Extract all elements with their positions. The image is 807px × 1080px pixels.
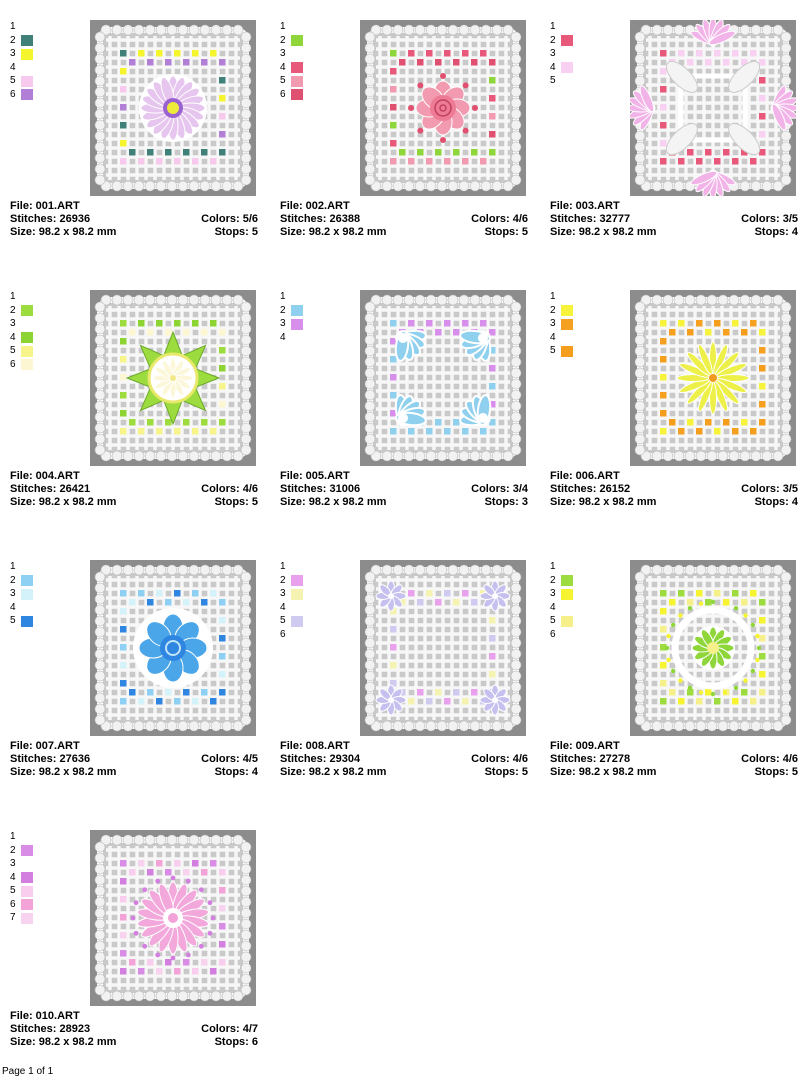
color-entry <box>280 574 350 588</box>
color-entry <box>10 20 80 34</box>
color-palette <box>280 20 350 101</box>
color-entry <box>280 601 350 615</box>
design-size: Size: 98.2 x 98.2 mm <box>10 766 117 778</box>
color-swatch <box>291 292 303 303</box>
color-palette <box>550 290 620 358</box>
design-preview-image <box>90 560 256 736</box>
color-entry <box>550 34 620 48</box>
color-count: Colors: 4/6 <box>471 753 528 765</box>
color-number: 1 <box>10 291 16 302</box>
stitch-count: Stitches: 27278 <box>550 753 631 765</box>
stop-count: Stops: 4 <box>214 766 258 778</box>
color-swatch <box>21 832 33 843</box>
color-entry <box>280 74 350 88</box>
color-swatch <box>21 62 33 73</box>
design-preview-image <box>90 20 256 196</box>
color-number: 4 <box>280 331 286 343</box>
file-name: File: 005.ART <box>280 470 350 482</box>
color-swatch <box>291 62 303 73</box>
design-card <box>6 290 256 520</box>
color-number: 5 <box>550 345 556 356</box>
color-swatch <box>21 872 33 883</box>
color-entry <box>550 587 620 601</box>
color-swatch <box>291 562 303 573</box>
color-entry <box>550 601 620 615</box>
color-swatch <box>21 49 33 60</box>
design-size: Size: 98.2 x 98.2 mm <box>550 766 657 778</box>
color-entry <box>10 344 80 358</box>
color-palette <box>10 290 80 371</box>
color-swatch <box>21 346 33 357</box>
color-swatch <box>561 22 573 33</box>
design-thumbnail[interactable] <box>630 560 796 736</box>
color-entry <box>10 911 80 925</box>
color-entry <box>10 34 80 48</box>
color-number: 2 <box>280 34 286 46</box>
color-entry <box>550 304 620 318</box>
color-entry <box>280 304 350 318</box>
color-entry <box>280 587 350 601</box>
color-number: 7 <box>10 912 16 923</box>
file-name: File: 006.ART <box>550 470 620 482</box>
file-name: File: 003.ART <box>550 200 620 212</box>
color-number: 1 <box>10 831 16 842</box>
color-swatch <box>561 319 573 330</box>
color-number: 5 <box>550 615 556 626</box>
color-swatch <box>21 845 33 856</box>
design-preview-image <box>630 290 796 466</box>
color-number: 6 <box>280 88 286 100</box>
color-swatch <box>561 562 573 573</box>
color-swatch <box>291 575 303 586</box>
color-palette <box>280 560 350 641</box>
color-swatch <box>291 319 303 330</box>
design-preview-image <box>90 290 256 466</box>
color-number: 5 <box>280 75 286 86</box>
design-card <box>276 560 526 790</box>
stop-count: Stops: 4 <box>754 496 798 508</box>
design-thumbnail[interactable] <box>360 560 526 736</box>
color-number: 4 <box>10 601 16 613</box>
design-preview-image <box>360 290 526 466</box>
color-entry <box>10 884 80 898</box>
color-count: Colors: 4/6 <box>741 753 798 765</box>
color-swatch <box>21 332 33 343</box>
color-number: 1 <box>280 291 286 302</box>
file-name: File: 002.ART <box>280 200 350 212</box>
color-number: 6 <box>10 358 16 370</box>
color-swatch <box>561 76 573 87</box>
color-entry <box>280 61 350 75</box>
color-count: Colors: 5/6 <box>201 213 258 225</box>
page-indicator: Page 1 of 1 <box>2 1066 54 1077</box>
color-entry <box>550 317 620 331</box>
file-name: File: 009.ART <box>550 740 620 752</box>
design-info <box>10 470 258 509</box>
color-count: Colors: 4/5 <box>201 753 258 765</box>
design-card <box>546 290 796 520</box>
color-swatch <box>561 629 573 640</box>
color-swatch <box>561 292 573 303</box>
color-entry <box>550 74 620 88</box>
design-info <box>550 740 798 779</box>
color-number: 5 <box>10 615 16 626</box>
stitch-count: Stitches: 26421 <box>10 483 91 495</box>
color-entry <box>10 587 80 601</box>
color-count: Colors: 4/6 <box>471 213 528 225</box>
design-size: Size: 98.2 x 98.2 mm <box>280 226 387 238</box>
color-entry <box>550 47 620 61</box>
color-number: 3 <box>550 588 556 599</box>
color-entry <box>10 871 80 885</box>
color-palette <box>10 830 80 925</box>
color-swatch <box>21 899 33 910</box>
color-entry <box>550 560 620 574</box>
design-thumbnail[interactable] <box>90 290 256 466</box>
color-number: 6 <box>280 628 286 640</box>
color-swatch <box>291 589 303 600</box>
color-swatch <box>561 49 573 60</box>
color-count: Colors: 4/6 <box>201 483 258 495</box>
color-number: 5 <box>10 345 16 356</box>
color-entry <box>10 601 80 615</box>
color-number: 4 <box>10 331 16 343</box>
color-swatch <box>21 35 33 46</box>
design-size: Size: 98.2 x 98.2 mm <box>10 1036 117 1048</box>
color-swatch <box>291 35 303 46</box>
color-number: 3 <box>10 318 16 329</box>
design-card <box>546 560 796 790</box>
color-swatch <box>561 332 573 343</box>
color-palette <box>10 560 80 628</box>
color-swatch <box>561 305 573 316</box>
color-swatch <box>561 35 573 46</box>
color-number: 4 <box>550 61 556 73</box>
color-swatch <box>561 62 573 73</box>
design-preview-image <box>360 560 526 736</box>
color-swatch <box>21 76 33 87</box>
color-number: 5 <box>10 885 16 896</box>
color-entry <box>550 61 620 75</box>
color-entry <box>550 628 620 642</box>
file-name: File: 004.ART <box>10 470 80 482</box>
stop-count: Stops: 6 <box>214 1036 258 1048</box>
color-number: 3 <box>10 48 16 59</box>
color-swatch <box>561 346 573 357</box>
design-info <box>280 200 528 239</box>
design-size: Size: 98.2 x 98.2 mm <box>550 226 657 238</box>
color-number: 2 <box>10 844 16 856</box>
color-entry <box>280 331 350 345</box>
color-swatch <box>21 913 33 924</box>
color-entry <box>10 830 80 844</box>
design-card <box>6 560 256 790</box>
color-entry <box>280 628 350 642</box>
design-thumbnail[interactable] <box>90 20 256 196</box>
color-entry <box>10 898 80 912</box>
color-entry <box>10 61 80 75</box>
color-count: Colors: 4/7 <box>201 1023 258 1035</box>
color-swatch <box>291 616 303 627</box>
color-swatch <box>21 359 33 370</box>
color-number: 2 <box>10 304 16 316</box>
color-number: 1 <box>550 291 556 302</box>
design-card <box>546 20 796 250</box>
color-number: 4 <box>10 871 16 883</box>
color-entry <box>550 574 620 588</box>
color-number: 3 <box>280 588 286 599</box>
design-size: Size: 98.2 x 98.2 mm <box>10 496 117 508</box>
color-number: 5 <box>10 75 16 86</box>
color-entry <box>10 857 80 871</box>
design-thumbnail[interactable] <box>360 290 526 466</box>
color-swatch <box>21 319 33 330</box>
design-info <box>550 470 798 509</box>
color-entry <box>280 47 350 61</box>
color-entry <box>280 317 350 331</box>
color-number: 5 <box>280 615 286 626</box>
design-card <box>276 20 526 250</box>
color-entry <box>10 358 80 372</box>
color-entry <box>550 20 620 34</box>
color-entry <box>550 331 620 345</box>
design-preview-image <box>630 20 796 196</box>
color-palette <box>550 20 620 88</box>
color-number: 3 <box>10 588 16 599</box>
color-number: 1 <box>280 21 286 32</box>
color-number: 3 <box>550 48 556 59</box>
design-thumbnail[interactable] <box>90 560 256 736</box>
color-entry <box>10 574 80 588</box>
color-swatch <box>21 22 33 33</box>
color-swatch <box>21 602 33 613</box>
design-info <box>10 200 258 239</box>
color-swatch <box>291 76 303 87</box>
design-thumbnail[interactable] <box>360 20 526 196</box>
color-count: Colors: 3/5 <box>741 483 798 495</box>
design-thumbnail[interactable] <box>630 290 796 466</box>
stitch-count: Stitches: 26388 <box>280 213 361 225</box>
design-preview-image <box>360 20 526 196</box>
color-swatch <box>21 575 33 586</box>
stitch-count: Stitches: 32777 <box>550 213 631 225</box>
color-entry <box>10 47 80 61</box>
color-number: 3 <box>280 48 286 59</box>
color-number: 6 <box>550 628 556 640</box>
color-number: 4 <box>280 61 286 73</box>
color-number: 1 <box>280 561 286 572</box>
stop-count: Stops: 5 <box>214 226 258 238</box>
design-card <box>6 830 256 1060</box>
color-entry <box>280 20 350 34</box>
color-palette <box>10 20 80 101</box>
color-number: 6 <box>10 88 16 100</box>
file-name: File: 008.ART <box>280 740 350 752</box>
design-size: Size: 98.2 x 98.2 mm <box>10 226 117 238</box>
stitch-count: Stitches: 28923 <box>10 1023 91 1035</box>
color-number: 2 <box>280 304 286 316</box>
color-swatch <box>291 89 303 100</box>
file-name: File: 007.ART <box>10 740 80 752</box>
color-swatch <box>21 859 33 870</box>
color-number: 4 <box>10 61 16 73</box>
color-number: 1 <box>10 21 16 32</box>
stop-count: Stops: 4 <box>754 226 798 238</box>
color-entry <box>550 290 620 304</box>
stop-count: Stops: 5 <box>484 226 528 238</box>
design-thumbnail[interactable] <box>630 20 796 196</box>
color-swatch <box>291 629 303 640</box>
color-number: 2 <box>550 574 556 586</box>
color-number: 5 <box>550 75 556 86</box>
color-count: Colors: 3/5 <box>741 213 798 225</box>
design-info <box>10 1010 258 1049</box>
color-swatch <box>291 305 303 316</box>
stitch-count: Stitches: 31006 <box>280 483 361 495</box>
design-info <box>280 740 528 779</box>
color-number: 1 <box>550 561 556 572</box>
color-swatch <box>561 616 573 627</box>
color-entry <box>10 331 80 345</box>
design-thumbnail[interactable] <box>90 830 256 1006</box>
color-swatch <box>21 589 33 600</box>
color-entry <box>280 614 350 628</box>
color-swatch <box>21 305 33 316</box>
color-number: 2 <box>10 574 16 586</box>
design-info <box>10 740 258 779</box>
color-swatch <box>21 89 33 100</box>
design-card <box>6 20 256 250</box>
design-info <box>280 470 528 509</box>
color-swatch <box>561 602 573 613</box>
color-number: 4 <box>280 601 286 613</box>
color-number: 2 <box>550 304 556 316</box>
color-swatch <box>21 616 33 627</box>
color-swatch <box>291 22 303 33</box>
color-palette <box>550 560 620 641</box>
design-card <box>276 290 526 520</box>
color-number: 1 <box>550 21 556 32</box>
color-number: 4 <box>550 601 556 613</box>
design-size: Size: 98.2 x 98.2 mm <box>280 766 387 778</box>
stitch-count: Stitches: 26936 <box>10 213 91 225</box>
color-number: 3 <box>280 318 286 329</box>
stop-count: Stops: 5 <box>214 496 258 508</box>
design-size: Size: 98.2 x 98.2 mm <box>280 496 387 508</box>
color-number: 1 <box>10 561 16 572</box>
color-entry <box>550 344 620 358</box>
color-entry <box>10 614 80 628</box>
color-swatch <box>21 562 33 573</box>
color-palette <box>280 290 350 344</box>
design-preview-image <box>630 560 796 736</box>
design-info <box>550 200 798 239</box>
stop-count: Stops: 5 <box>754 766 798 778</box>
stop-count: Stops: 3 <box>484 496 528 508</box>
color-swatch <box>291 49 303 60</box>
color-entry <box>10 317 80 331</box>
color-swatch <box>291 332 303 343</box>
design-size: Size: 98.2 x 98.2 mm <box>550 496 657 508</box>
color-entry <box>10 290 80 304</box>
color-entry <box>10 844 80 858</box>
color-number: 2 <box>550 34 556 46</box>
color-entry <box>10 74 80 88</box>
color-entry <box>10 304 80 318</box>
color-number: 3 <box>550 318 556 329</box>
color-number: 2 <box>10 34 16 46</box>
color-number: 4 <box>550 331 556 343</box>
color-number: 2 <box>280 574 286 586</box>
color-entry <box>280 34 350 48</box>
stitch-count: Stitches: 26152 <box>550 483 631 495</box>
color-swatch <box>21 292 33 303</box>
color-entry <box>280 290 350 304</box>
color-entry <box>10 88 80 102</box>
color-entry <box>550 614 620 628</box>
stitch-count: Stitches: 27636 <box>10 753 91 765</box>
color-swatch <box>21 886 33 897</box>
color-entry <box>280 560 350 574</box>
color-number: 3 <box>10 858 16 869</box>
color-number: 6 <box>10 898 16 910</box>
color-count: Colors: 3/4 <box>471 483 528 495</box>
color-swatch <box>561 575 573 586</box>
stitch-count: Stitches: 29304 <box>280 753 361 765</box>
file-name: File: 010.ART <box>10 1010 80 1022</box>
color-entry <box>280 88 350 102</box>
color-swatch <box>561 589 573 600</box>
color-swatch <box>291 602 303 613</box>
file-name: File: 001.ART <box>10 200 80 212</box>
stop-count: Stops: 5 <box>484 766 528 778</box>
design-preview-image <box>90 830 256 1006</box>
color-entry <box>10 560 80 574</box>
